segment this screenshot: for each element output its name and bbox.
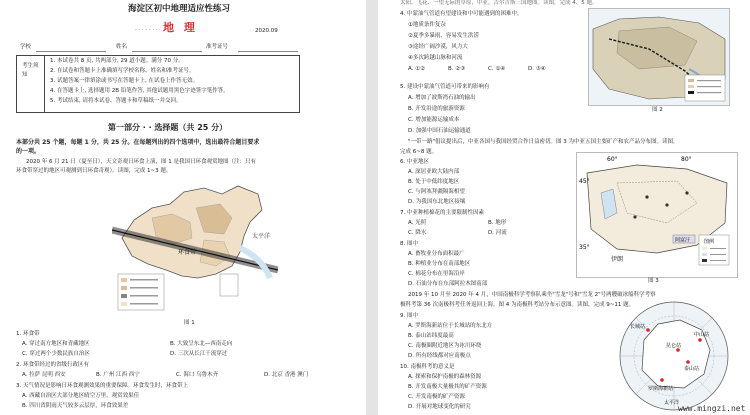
lon-60: 60° xyxy=(607,156,618,163)
section-title: 第一部分 · · 选择题（共 25 分） xyxy=(108,123,228,132)
q9-opt-d[interactable]: D. 所有经线都对应南极点 xyxy=(408,353,471,359)
q9-opt-b[interactable]: B. 泰山站纬度最高 xyxy=(408,333,454,339)
lon-80: 80° xyxy=(681,156,692,163)
exam-date: 2020.09 xyxy=(255,28,278,34)
label-pacific-s: 太平洋 xyxy=(664,400,680,406)
watermark: www.mingzi.net xyxy=(678,404,746,413)
lat-45: 45° xyxy=(579,178,590,185)
q3-stem: 3. 天气情况是影响日环食观测效果的重要保障。环食发生时，环食带上 xyxy=(16,383,188,389)
belt-road-2: 完成 6~8 题。 xyxy=(400,149,438,155)
label-eclipse-belt: 环食带 xyxy=(178,249,197,256)
q5-opt-b[interactable]: B. 开发沿途的旅游资源 xyxy=(408,106,465,112)
q6-opt-c[interactable]: C. 与阿塞拜疆隔海相望 xyxy=(408,189,465,195)
name-label: 姓名 xyxy=(116,44,128,50)
q2-opt-c[interactable]: C. 海口 乌鲁木齐 xyxy=(176,372,219,378)
q6-stem: 6. 中亚地区 xyxy=(400,159,429,165)
label-pacific: 太平洋 xyxy=(252,233,271,240)
q6-opt-d[interactable]: D. 为我国东北地区接壤 xyxy=(408,199,466,205)
label-kunlun: 昆仑站 xyxy=(666,343,682,349)
subject-title: 地 理 xyxy=(163,21,198,34)
q2-stem: 2. 环食带经过的省级行政区有 xyxy=(16,362,89,368)
q4-stem: 4. 中蒙油气管道有望建设和中可能遇到的困难中， xyxy=(400,11,523,17)
exam-title: 海淀区初中地理适应性练习 xyxy=(128,4,231,14)
q4-choice-d[interactable]: D. ③④ xyxy=(528,66,546,72)
exam-no-label: 准考证号 xyxy=(206,44,229,50)
stem-1: 2020 年 6 月 21 日（夏至日），天文奇观日环食上演，图 1 是我国日环食观赏地图（注：只有 xyxy=(26,159,256,165)
right-page xyxy=(378,0,750,415)
antarctic-1: 2019 年 10 月至 2020 年 4 月，中国南极科学考察队乘坐"雪龙"号和"雪龙 2"号两艘破冰船科学考察 xyxy=(408,292,656,298)
q4-choice-a[interactable]: A. ①② xyxy=(408,66,426,72)
antarctic-2: 极科考第 36 次南极科考任务返回上海。图 4 为南极科考站分布示意图。读图，完成 9~11 题。 xyxy=(400,302,635,308)
q10-opt-d[interactable]: D. 开展对地球变化的研究 xyxy=(408,404,471,410)
lat-35: 35° xyxy=(579,244,590,251)
fig2-caption: 图 2 xyxy=(652,107,663,113)
q2-opt-d[interactable]: D. 北京 香港 澳门 xyxy=(264,372,309,378)
pipeline-map xyxy=(588,8,730,106)
q4-item-4: ④多次跨越山脉和河流 xyxy=(408,55,463,61)
q5-opt-d[interactable]: D. 加强中国石油运输通道 xyxy=(408,128,471,134)
q10-opt-c[interactable]: C. 开发南极的矿产资源 xyxy=(408,394,465,400)
q2-opt-b[interactable]: B. 广州 江西 西宁 xyxy=(96,372,140,378)
q7-stem: 7. 中亚种植棉花的主要限制性因素 xyxy=(400,210,484,216)
fig1-caption: 图 1 xyxy=(184,320,195,326)
notice-1: 1. 本试卷共 8 页, 共两部分, 29 道小题。满分 70 分。 xyxy=(50,58,184,64)
title-dots: · · · · · · · xyxy=(135,27,158,33)
q4-choice-c[interactable]: C. ①④ xyxy=(488,66,506,72)
q3-opt-a[interactable]: A. 西藏自治区大部分地区晴空万里，观赏效果佳 xyxy=(22,393,140,399)
q4-choice-b[interactable]: B. ②③ xyxy=(448,66,466,72)
left-page xyxy=(0,0,366,415)
q1-stem: 1. 环食带 xyxy=(16,331,40,337)
south-sea-inset xyxy=(220,274,238,296)
q4-item-2: ②夏季多暴雨、容易发生洪涝 xyxy=(408,33,479,39)
legend-title: 图例 xyxy=(704,239,715,245)
q4-item-1: ①地质条件复杂 xyxy=(408,22,446,28)
q7-opt-b[interactable]: B. 地形 xyxy=(488,220,507,226)
china-eclipse-map xyxy=(112,178,278,316)
q1-opt-a[interactable]: A. 穿过南方地区和青藏地区 xyxy=(22,341,90,347)
q10-stem: 10. 南极科考的意义是 xyxy=(400,364,455,370)
q9-stem: 9. 图中 xyxy=(400,313,418,319)
q8-opt-d[interactable]: D. 石油分布在东部阿拉木图南部 xyxy=(408,281,488,287)
q6-opt-a[interactable]: A. 深居亚欧大陆内部 xyxy=(408,169,460,175)
fig3-caption: 图 3 xyxy=(648,278,659,284)
notice-3: 3. 试题答案一律填涂或书写在答题卡上, 在试卷上作答无效。 xyxy=(50,78,198,84)
section-intro-1: 本部分共 25 个题，每题 1 分，共 25 分。在每题列出的四个选项中，选出最符合题目要求 xyxy=(16,139,260,146)
q7-opt-c[interactable]: C. 降水 xyxy=(408,230,427,236)
notice-4: 4. 在答题卡上, 选择题用 2B 铅笔作答, 其他试题用黑色字迹签字笔作答。 xyxy=(50,88,229,94)
central-asia-map xyxy=(576,152,738,278)
label-ross: 罗斯海新站 xyxy=(648,386,674,392)
q4-item-3: ③途经广阔沙漠，风力大 xyxy=(408,44,468,50)
q9-opt-a[interactable]: A. 罗斯海新站位于长城站的东北方 xyxy=(408,323,493,329)
q9-opt-c[interactable]: C. 南极圈附近地区为冰川环绕 xyxy=(408,343,482,349)
q2-opt-a[interactable]: A. 拉萨 昆明 西安 xyxy=(22,372,66,378)
label-taishan: 泰山站 xyxy=(684,366,700,372)
label-zhongshan: 中山站 xyxy=(694,332,710,338)
q1-opt-c[interactable]: C. 穿过两个少数民族自治区 xyxy=(22,351,90,357)
top-line: 太阳、飞花、一望无际的草原，中亚，吉尔吉斯三国地图。读图，完成 4、5 题。 xyxy=(400,0,598,6)
q8-opt-b[interactable]: B. 种植业分布在南部地区 xyxy=(408,261,471,267)
q6-opt-b[interactable]: B. 处于中低纬度地区 xyxy=(408,179,460,185)
stem-2: 环食带穿过的地区可观测到日环食奇观）。读图，完成 1~3 题。 xyxy=(16,168,172,174)
q10-opt-a[interactable]: A. 探索和保护南极的森林资源 xyxy=(408,374,482,380)
q7-opt-a[interactable]: A. 光照 xyxy=(408,220,427,226)
q8-stem: 8. 图中 xyxy=(400,241,418,247)
page-gutter xyxy=(366,0,378,415)
q8-opt-a[interactable]: A. 畜牧业分布面积最广 xyxy=(408,251,465,257)
q1-opt-b[interactable]: B. 大致呈东北—西南走向 xyxy=(170,341,233,347)
notice-2: 2. 在试卷和答题卡上准确填写学校名称、姓名和准考证号。 xyxy=(50,68,195,74)
label-afghanistan: 阿富汗 xyxy=(675,237,691,244)
q5-stem: 5. 建设中蒙油气管道可带来的影响有 xyxy=(400,84,490,90)
section-intro-2: 的一项。 xyxy=(16,148,41,155)
notice-5: 5. 考试结束, 请将本试卷、答题卡和草稿纸一并交回。 xyxy=(50,98,182,104)
label-iran: 伊朗 xyxy=(611,256,624,263)
q1-opt-d[interactable]: D. 三次从长江干流穿过 xyxy=(170,351,228,357)
q5-opt-c[interactable]: C. 增加能源运输成本 xyxy=(408,117,460,123)
q7-opt-d[interactable]: D. 河流 xyxy=(488,230,507,236)
antarctica-map xyxy=(618,300,730,412)
label-great-wall: 长城站 xyxy=(630,324,646,330)
belt-road-1: "一带一路"倡议提出后，中亚各国与我国经贸合作日益密切。图 3 为中亚五国主要矿产和农产品分布图。读图， xyxy=(408,139,679,145)
notice-label: 考生须知 xyxy=(22,63,39,78)
school-label: 学校 xyxy=(20,44,32,50)
q3-opt-b[interactable]: B. 四川省阴雨天气较多云层厚，环食效果差 xyxy=(22,403,129,409)
q10-opt-b[interactable]: B. 开发南极大量极其的矿产资源 xyxy=(408,384,487,390)
q8-opt-c[interactable]: C. 棉花分布在里海沿岸 xyxy=(408,271,465,277)
q5-opt-a[interactable]: A. 增加了波斯湾石油的输出 xyxy=(408,95,476,101)
